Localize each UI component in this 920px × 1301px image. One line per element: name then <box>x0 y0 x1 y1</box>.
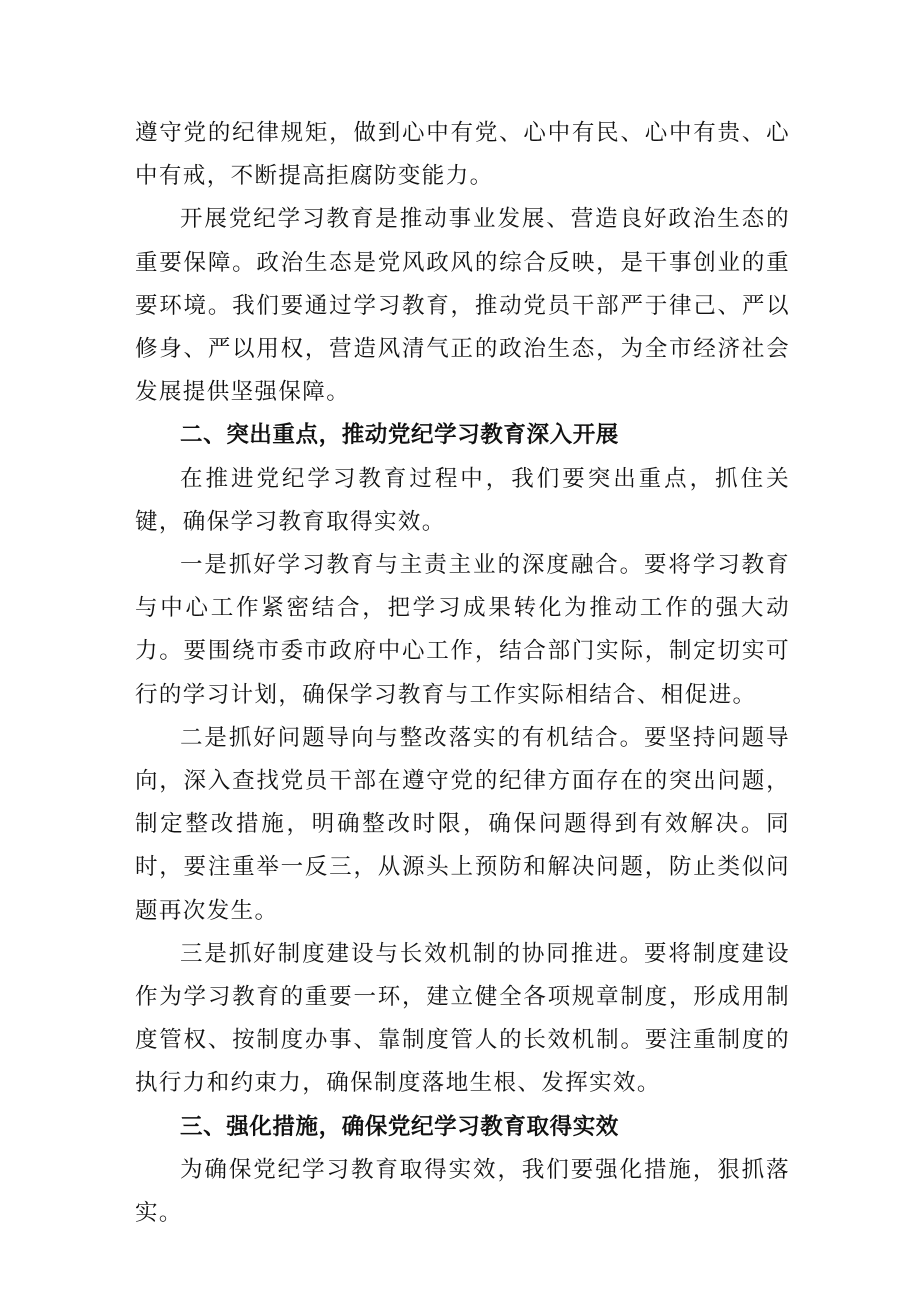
paragraph-point-three: 三是抓好制度建设与长效机制的协同推进。要将制度建设作为学习教育的重要一环，建立健全各项规章制度，形成用制度管权、按制度办事、靠制度管人的长效机制。要注重制度的执行力和约束力，确保制度落地生根、发挥实效。 <box>135 940 790 1097</box>
paragraph-section-three-intro: 为确保党纪学习教育取得实效，我们要强化措施，狠抓落实。 <box>135 1156 790 1227</box>
paragraph-political-ecology: 开展党纪学习教育是推动事业发展、营造良好政治生态的重要保障。政治生态是党风政风的综合反映，是干事创业的重要环境。我们要通过学习教育，推动党员干部严于律己、严以修身、严以用权，营造风清气正的政治生态，为全市经济社会发展提供坚强保障。 <box>135 206 790 406</box>
document-body <box>135 112 790 1235</box>
paragraph-point-one: 一是抓好学习教育与主责主业的深度融合。要将学习教育与中心工作紧密结合，把学习成果转化为推动工作的强大动力。要围绕市委市政府中心工作，结合部门实际，制定切实可行的学习计划，确保学习教育与工作实际相结合、相促进。 <box>135 552 790 708</box>
paragraph-point-two: 二是抓好问题导向与整改落实的有机结合。要坚持问题导向，深入查找党员干部在遵守党的纪律方面存在的突出问题，制定整改措施，明确整改时限，确保问题得到有效解决。同时，要注重举一反三，从源头上预防和解决问题，防止类似问题再次发生。 <box>135 724 790 924</box>
paragraph-section-two-intro: 在推进党纪学习教育过程中，我们要突出重点，抓住关键，确保学习教育取得实效。 <box>135 465 790 535</box>
paragraph-continued: 遵守党的纪律规矩，做到心中有党、心中有民、心中有贵、心中有戒，不断提高拒腐防变能力。 <box>135 120 790 190</box>
section-heading-three: 三、强化措施，确保党纪学习教育取得实效 <box>180 1113 619 1140</box>
section-heading-two: 二、突出重点，推动党纪学习教育深入开展 <box>180 422 619 449</box>
